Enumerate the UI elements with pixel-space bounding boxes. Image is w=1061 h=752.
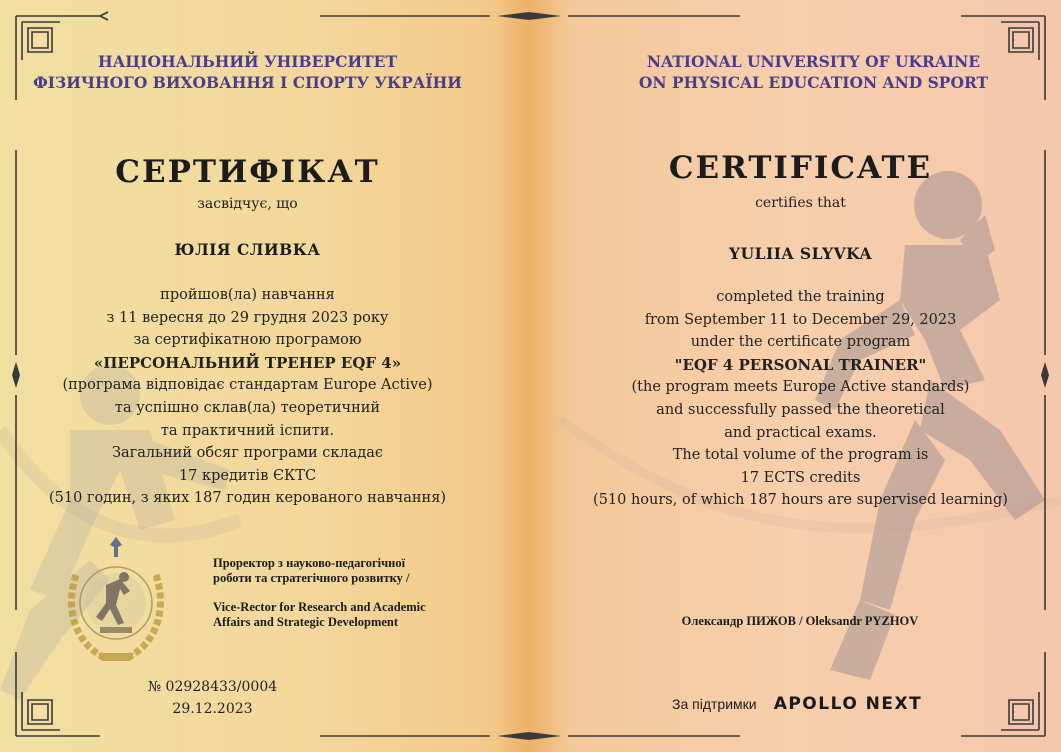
university-emblem-icon <box>58 535 174 665</box>
body-line: (510 hours, of which 187 hours are supervised learning) <box>593 492 1008 509</box>
signatory-name: Олександр ПИЖОВ / Oleksandr PYZHOV <box>681 614 919 628</box>
signatory-title-ua <box>213 556 473 586</box>
university-name-en <box>596 51 1031 93</box>
body-line: пройшов(ла) навчання <box>160 287 335 303</box>
support-block <box>672 694 972 714</box>
body-line: and practical exams. <box>724 424 877 441</box>
certificate-number: № 02928433/0004 <box>147 679 278 695</box>
certificate-title-ua: СЕРТИФІКАТ <box>115 154 380 190</box>
certificate-body-ua <box>20 284 475 510</box>
signatory-title-ua-line1: Проректор з науково-педагогічної <box>213 556 406 570</box>
body-line: from September 11 to December 29, 2023 <box>644 311 957 328</box>
body-line: за сертифікатною програмою <box>133 332 362 349</box>
signatory-title-ua-line2: роботи та стратегічного розвитку / <box>213 571 410 585</box>
program-name-ua: «ПЕРСОНАЛЬНИЙ ТРЕНЕР EQF 4» <box>93 353 402 372</box>
signatory-title-en-line1: Vice-Rector for Research and Academic <box>213 600 426 614</box>
university-name-ua <box>30 51 465 93</box>
body-line: та успішно склав(ла) теоретичний <box>114 399 381 416</box>
body-line: Загальний обсяг програми складає <box>111 445 384 462</box>
body-line: completed the training <box>716 289 885 305</box>
university-name-en-line1: NATIONAL UNIVERSITY OF UKRAINE <box>646 52 981 71</box>
certificate-subtitle-ua: засвідчує, що <box>197 196 298 212</box>
university-name-ua-line1: НАЦІОНАЛЬНИЙ УНІВЕРСИТЕТ <box>97 52 397 71</box>
body-line: The total volume of the program is <box>672 447 929 464</box>
body-line: (програма відповідає стандартам Europe Active) <box>62 377 433 394</box>
body-line: under the certificate program <box>690 334 911 351</box>
support-label: За підтримки <box>672 696 757 712</box>
body-line: (the program meets Europe Active standards) <box>631 379 970 396</box>
program-name-en: "EQF 4 PERSONAL TRAINER" <box>674 355 927 374</box>
recipient-name-en: YULIIA SLYVKA <box>729 244 872 263</box>
recipient-name-ua: ЮЛІЯ СЛИВКА <box>174 240 321 259</box>
university-name-ua-line2: ФІЗИЧНОГО ВИХОВАННЯ І СПОРТУ УКРАЇНИ <box>33 73 462 92</box>
signatory-title-en <box>213 600 473 630</box>
certificate-body-en <box>568 286 1033 512</box>
sponsor-logo: APOLLO NEXT <box>773 694 923 714</box>
body-line: 17 ECTS credits <box>740 469 861 486</box>
body-line: та практичний іспити. <box>160 422 335 439</box>
body-line: 17 кредитів ЄКТС <box>178 467 317 484</box>
university-name-en-line2: ON PHYSICAL EDUCATION AND SPORT <box>638 73 989 92</box>
certificate-subtitle-en: certifies that <box>755 195 846 211</box>
certificate-title-en: CERTIFICATE <box>668 150 933 186</box>
certificate-date: 29.12.2023 <box>172 701 253 717</box>
signatory-title-en-line2: Affairs and Strategic Development <box>213 615 399 629</box>
certificate-number-block <box>120 676 305 720</box>
body-line: and successfully passed the theoretical <box>656 401 945 418</box>
body-line: з 11 вересня до 29 грудня 2023 року <box>106 309 389 326</box>
body-line: (510 годин, з яких 187 годин керованого навчання) <box>48 490 447 507</box>
